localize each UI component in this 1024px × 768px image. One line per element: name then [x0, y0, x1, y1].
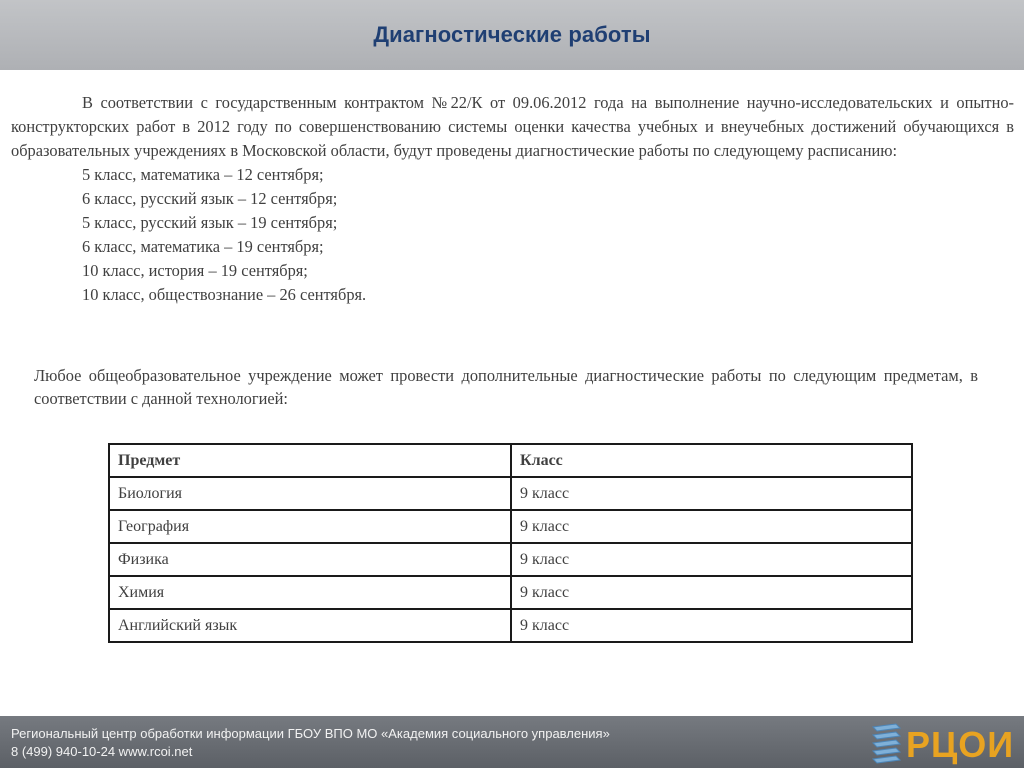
footer-contacts: 8 (499) 940-10-24 www.rcoi.net — [11, 744, 193, 759]
intro-section — [11, 91, 1014, 307]
table-row — [109, 543, 912, 576]
column-header-grade: Класс — [511, 444, 912, 477]
subjects-table — [108, 443, 913, 643]
page-title: Диагностические работы — [373, 22, 651, 47]
header-bar — [0, 0, 1024, 70]
cell-subject: Физика — [109, 543, 511, 576]
cell-subject: Английский язык — [109, 609, 511, 642]
cell-subject: Химия — [109, 576, 511, 609]
cell-grade: 9 класс — [511, 477, 912, 510]
cell-grade: 9 класс — [511, 609, 912, 642]
table-header-row — [109, 444, 912, 477]
schedule-item: 6 класс, русский язык – 12 сентября; — [82, 189, 338, 208]
schedule-item: 5 класс, математика – 12 сентября; — [82, 165, 324, 184]
cell-grade: 9 класс — [511, 576, 912, 609]
schedule-item: 10 класс, обществознание – 26 сентября. — [82, 285, 367, 304]
column-header-subject: Предмет — [109, 444, 511, 477]
stacked-books-icon — [870, 723, 904, 767]
table-row — [109, 477, 912, 510]
cell-grade: 9 класс — [511, 543, 912, 576]
table-row — [109, 609, 912, 642]
rcoi-logo — [870, 722, 1020, 768]
additional-paragraph: Любое общеобразовательное учреждение может провести дополнительные диагностические работы по следующим предметам, в соответствии с данной технологией: — [34, 366, 978, 408]
cell-subject: Биология — [109, 477, 511, 510]
table-row — [109, 576, 912, 609]
cell-grade: 9 класс — [511, 510, 912, 543]
table-row — [109, 510, 912, 543]
logo-text: РЦОИ — [906, 724, 1015, 765]
schedule-list — [11, 163, 1014, 307]
cell-subject: География — [109, 510, 511, 543]
intro-paragraph: В соответствии с государственным контрактом №22/К от 09.06.2012 года на выполнение научно-исследовательских и опытно-конструкторских работ в 2012 году по совершенствованию системы оценки качества учебных и внеучебных достижений обучающихся в образовательных учреждениях в Московской области, будут проведены диагностические работы по следующему расписанию: — [11, 93, 1014, 160]
footer-organization: Региональный центр обработки информации ГБОУ ВПО МО «Академия социального управления» — [11, 726, 610, 741]
schedule-item: 6 класс, математика – 19 сентября; — [82, 237, 324, 256]
schedule-item: 10 класс, история – 19 сентября; — [82, 261, 308, 280]
schedule-item: 5 класс, русский язык – 19 сентября; — [82, 213, 338, 232]
